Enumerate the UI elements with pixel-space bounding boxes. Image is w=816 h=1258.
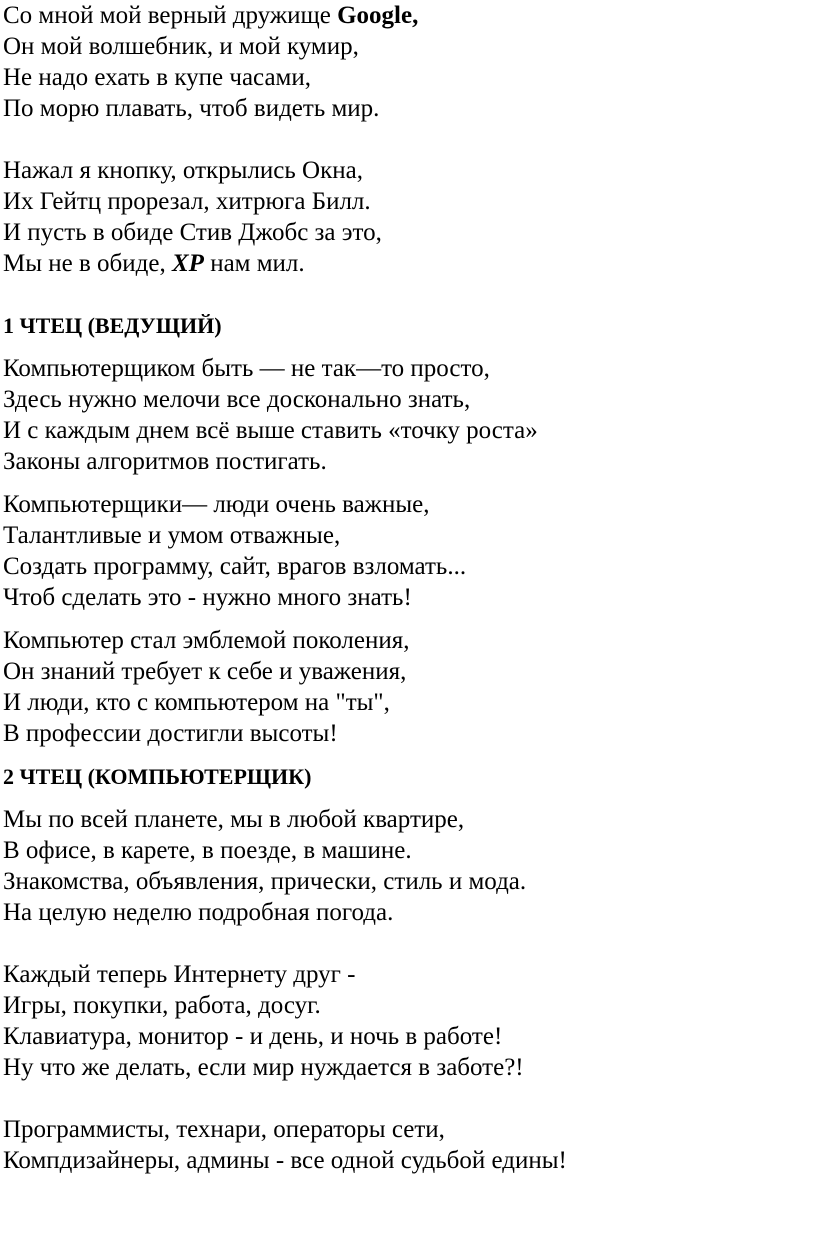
spacer <box>3 477 816 489</box>
stanza-6 <box>3 804 816 928</box>
poem-line: Мы по всей планете, мы в любой квартире, <box>3 806 465 833</box>
stanza-2 <box>3 155 816 279</box>
poem-line: И с каждым днем всё выше ставить «точку роста» <box>3 417 538 444</box>
poem-line: В профессии достигли высоты! <box>3 720 338 747</box>
google-bold-text: Google, <box>337 2 419 29</box>
poem-line: Талантливые и умом отважные, <box>3 522 341 549</box>
spacer <box>3 341 816 353</box>
poem-line: И люди, кто с компьютером на "ты", <box>3 689 390 716</box>
section-heading-reader-2: 2 ЧТЕЦ (КОМПЬЮТЕРЩИК) <box>3 764 312 789</box>
xp-bold-italic-text: XP <box>171 250 204 277</box>
stanza-4 <box>3 489 816 613</box>
spacer <box>3 749 816 761</box>
poem-line: Знакомства, объявления, прически, стиль и мода. <box>3 868 527 895</box>
poem-line: Игры, покупки, работа, досуг. <box>3 992 321 1019</box>
poem-line: Компдизайнеры, админы - все одной судьбой едины! <box>3 1147 567 1174</box>
poem-line: Не надо ехать в купе часами, <box>3 64 311 91</box>
spacer <box>3 613 816 625</box>
poem-line: Чтоб сделать это - нужно много знать! <box>3 584 412 611</box>
stanza-1 <box>3 0 816 124</box>
poem-line: Ну что же делать, если мир нуждается в заботе?! <box>3 1054 524 1081</box>
poem-line <box>3 0 816 31</box>
poem-line: Здесь нужно мелочи все досконально знать, <box>3 386 471 413</box>
poem-line: И пусть в обиде Стив Джобс за это, <box>3 219 382 246</box>
spacer <box>3 124 816 155</box>
poem-line: Программисты, технари, операторы сети, <box>3 1116 445 1143</box>
stanza-5 <box>3 625 816 749</box>
stanza-8 <box>3 1114 816 1176</box>
line-text: нам мил. <box>203 250 305 277</box>
poem-line: В офисе, в карете, в поезде, в машине. <box>3 837 412 864</box>
poem-line: Законы алгоритмов постигать. <box>3 448 327 475</box>
stanza-3 <box>3 353 816 477</box>
poem-line: Компьютерщиком быть — не так—то просто, <box>3 355 490 382</box>
poem-line: Компьютерщики— люди очень важные, <box>3 491 430 518</box>
line-text: Мы не в обиде, <box>3 250 172 277</box>
poem-line: Их Гейтц прорезал, хитрюга Билл. <box>3 188 371 215</box>
poem-line: Создать программу, сайт, врагов взломать... <box>3 553 467 580</box>
poem-line: Каждый теперь Интернету друг - <box>3 961 356 988</box>
spacer <box>3 279 816 310</box>
poem-line: По морю плавать, чтоб видеть мир. <box>3 95 380 122</box>
spacer <box>3 792 816 804</box>
line-text: Со мной мой верный дружище <box>3 2 338 29</box>
spacer <box>3 928 816 959</box>
poem-line: На целую неделю подробная погода. <box>3 899 394 926</box>
poem-line: Он знаний требует к себе и уважения, <box>3 658 407 685</box>
spacer <box>3 1083 816 1114</box>
section-heading-reader-1: 1 ЧТЕЦ (ВЕДУЩИЙ) <box>3 313 222 338</box>
stanza-7 <box>3 959 816 1083</box>
poem-line: Нажал я кнопку, открылись Окна, <box>3 157 363 184</box>
poem-line: Компьютер стал эмблемой поколения, <box>3 627 410 654</box>
poem-line: Он мой волшебник, и мой кумир, <box>3 33 359 60</box>
poem-line: Клавиатура, монитор - и день, и ночь в работе! <box>3 1023 503 1050</box>
poem-line <box>3 248 816 279</box>
